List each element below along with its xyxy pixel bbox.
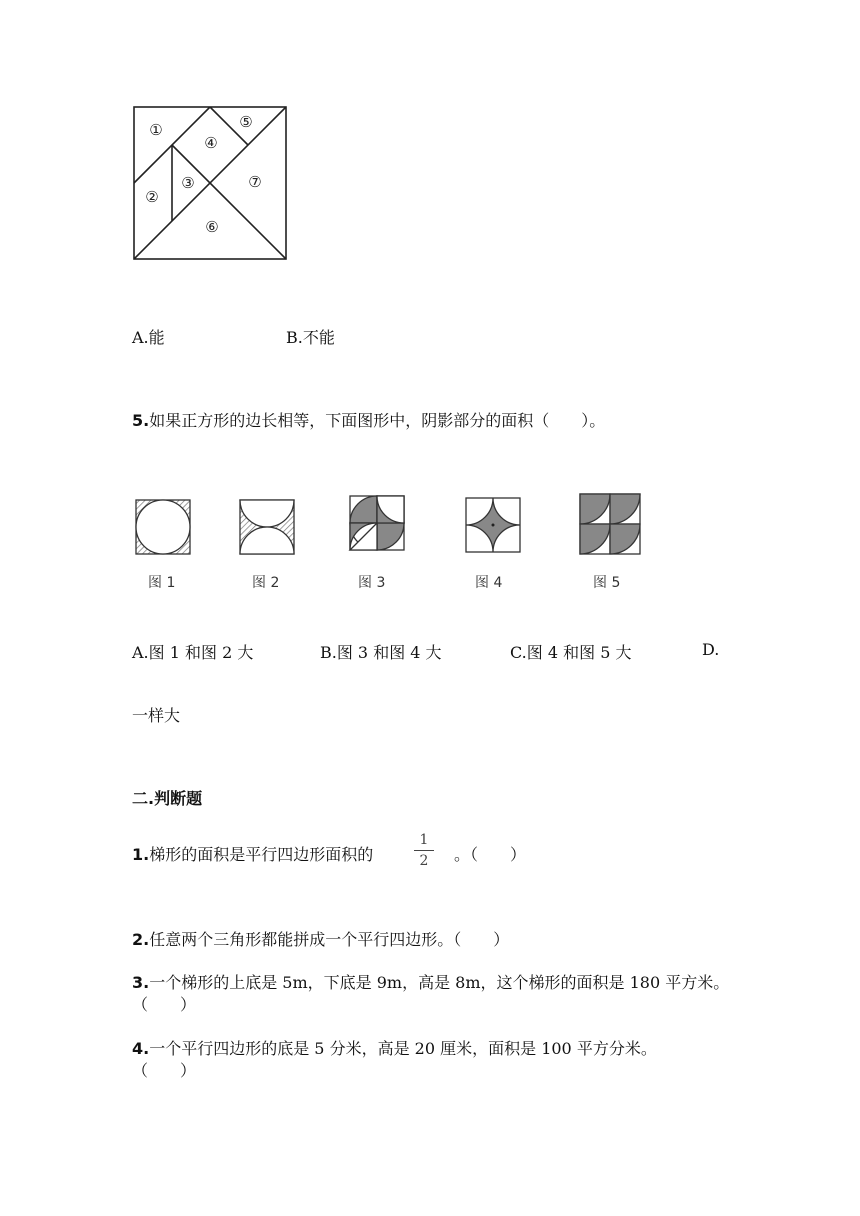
q4-option-b[interactable]: B.不能 (286, 328, 335, 347)
q5-figures (0, 0, 860, 600)
judge-item-4 (132, 1036, 657, 1059)
tangram-label-6: ⑥ (205, 218, 219, 236)
figure-3-caption: 图 3 (358, 575, 386, 591)
q5-number: 5. (132, 411, 150, 430)
figure-1 (136, 500, 190, 554)
tangram-label-3: ③ (181, 174, 195, 192)
figure-3 (350, 496, 404, 550)
q5-option-b[interactable]: B.图 3 和图 4 大 (320, 643, 442, 662)
judge-3-number: 3. (132, 973, 150, 992)
fraction-denominator: 2 (419, 853, 429, 869)
judge-4-number: 4. (132, 1039, 150, 1058)
tangram-label-1: ① (149, 121, 163, 139)
q5-text: 如果正方形的边长相等，下面图形中，阴影部分的面积（ ）。 (149, 411, 606, 430)
tangram-label-4: ④ (204, 134, 218, 152)
judge-1-text: 梯形的面积是平行四边形面积的 (149, 845, 374, 864)
fraction-one-half (414, 832, 434, 869)
figure-2-caption: 图 2 (252, 575, 280, 591)
judge-4-text: 一个平行四边形的底是 5 分米，高是 20 厘米，面积是 100 平方分米。 (149, 1039, 657, 1058)
judge-3-paren: （ ） (132, 995, 197, 1014)
judge-4-paren: （ ） (132, 1061, 197, 1080)
judge-1-tail: 。（ ） (454, 845, 527, 864)
tangram-label-7: ⑦ (248, 173, 262, 191)
q4-option-a[interactable]: A.能 (132, 328, 165, 347)
q5-option-d[interactable]: D. (702, 640, 720, 659)
tangram-label-2: ② (145, 188, 159, 206)
section-2-title: 二.判断题 (132, 789, 203, 808)
q5-option-c[interactable]: C.图 4 和图 5 大 (510, 643, 632, 662)
tangram-label-5: ⑤ (239, 113, 253, 131)
q5-option-a[interactable]: A.图 1 和图 2 大 (132, 643, 254, 662)
judge-item-3 (132, 970, 729, 993)
judge-item-2 (132, 927, 509, 950)
figure-2 (240, 500, 294, 554)
figure-1-caption: 图 1 (148, 575, 176, 591)
judge-2-number: 2. (132, 930, 150, 949)
judge-2-text: 任意两个三角形都能拼成一个平行四边形。（ ） (149, 930, 510, 949)
fraction-numerator: 1 (419, 832, 429, 848)
judge-item-1 (132, 842, 373, 865)
q5-option-d-continued[interactable]: 一样大 (132, 706, 181, 725)
judge-3-text: 一个梯形的上底是 5m，下底是 9m，高是 8m，这个梯形的面积是 180 平方米。 (149, 973, 730, 992)
figure-5 (580, 494, 640, 554)
figure-4-caption: 图 4 (475, 575, 503, 591)
figure-5-caption: 图 5 (593, 575, 621, 591)
figure-4 (466, 498, 520, 552)
judge-1-number: 1. (132, 845, 150, 864)
